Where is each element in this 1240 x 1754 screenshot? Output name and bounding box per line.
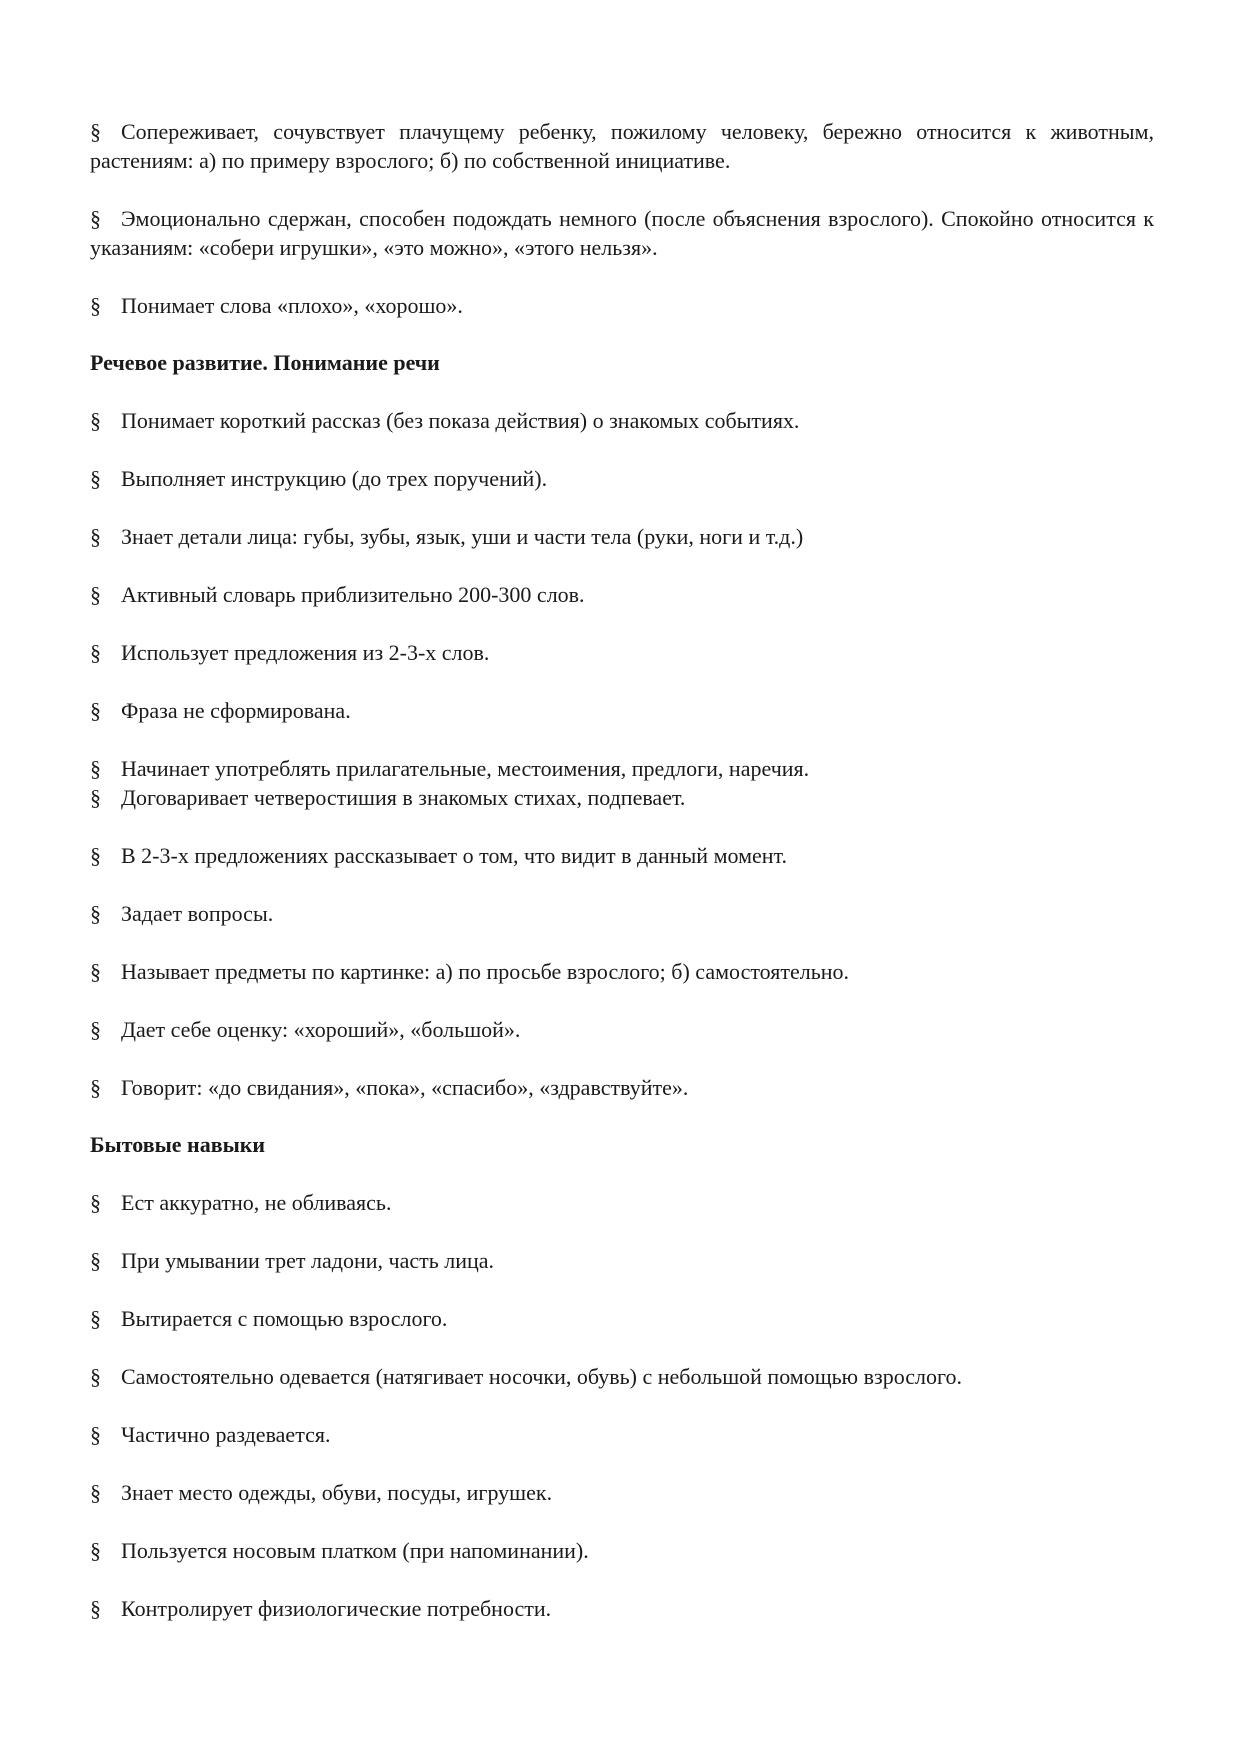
household-item-text: Вытирается с помощью взрослого. (121, 1306, 448, 1331)
speech-list-item (90, 754, 1154, 783)
household-list-item (90, 1362, 1154, 1391)
speech-list-item (90, 783, 1154, 812)
intro-item-text: Понимает слова «плохо», «хорошо». (121, 293, 463, 318)
section-bullet-icon: § (90, 1248, 101, 1273)
section-bullet-icon: § (90, 1480, 101, 1505)
intro-item (90, 204, 1154, 262)
household-list-item (90, 1478, 1154, 1507)
speech-item-text: Понимает короткий рассказ (без показа действия) о знакомых событиях. (121, 408, 800, 433)
speech-item-text: Называет предметы по картинке: а) по просьбе взрослого; б) самостоятельно. (121, 959, 850, 984)
section-bullet-icon: § (90, 408, 101, 433)
household-item-text: Пользуется носовым платком (при напоминании). (121, 1538, 589, 1563)
section-bullet-icon: § (90, 1190, 101, 1215)
household-list-item (90, 1188, 1154, 1217)
section-bullet-icon: § (90, 582, 101, 607)
speech-list-item (90, 899, 1154, 928)
household-list-item (90, 1420, 1154, 1449)
section-bullet-icon: § (90, 293, 101, 318)
section-bullet-icon: § (90, 524, 101, 549)
section-bullet-icon: § (90, 466, 101, 491)
speech-list-item (90, 696, 1154, 725)
speech-item-text: Дает себе оценку: «хороший», «большой». (121, 1017, 521, 1042)
section-bullet-icon: § (90, 698, 101, 723)
document-content (90, 117, 1154, 1623)
intro-item (90, 291, 1154, 320)
speech-list-item (90, 1015, 1154, 1044)
household-item-text: Ест аккуратно, не обливаясь. (121, 1190, 392, 1215)
speech-item-text: Использует предложения из 2-3-х слов. (121, 640, 490, 665)
speech-item-text: Задает вопросы. (121, 901, 274, 926)
section-bullet-icon: § (90, 1306, 101, 1331)
household-list-item (90, 1304, 1154, 1333)
speech-list-item (90, 638, 1154, 667)
section-bullet-icon: § (90, 1075, 101, 1100)
household-list-item (90, 1246, 1154, 1275)
speech-list-item (90, 580, 1154, 609)
speech-list-item (90, 1073, 1154, 1102)
section-bullet-icon: § (90, 1538, 101, 1563)
speech-item-text: Начинает употреблять прилагательные, местоимения, предлоги, наречия. (121, 756, 810, 781)
household-list-item (90, 1594, 1154, 1623)
section-bullet-icon: § (90, 785, 101, 810)
speech-section-heading: Речевое развитие. Понимание речи (90, 350, 440, 375)
section-bullet-icon: § (90, 640, 101, 665)
section-bullet-icon: § (90, 901, 101, 926)
intro-item (90, 117, 1154, 175)
speech-list-item (90, 957, 1154, 986)
section-bullet-icon: § (90, 1017, 101, 1042)
section-bullet-icon: § (90, 756, 101, 781)
household-item-text: При умывании трет ладони, часть лица. (121, 1248, 495, 1273)
household-item-text: Знает место одежды, обуви, посуды, игрушек. (121, 1480, 553, 1505)
household-section-heading: Бытовые навыки (90, 1132, 266, 1157)
household-item-text: Контролирует физиологические потребности. (121, 1596, 552, 1621)
speech-list-item (90, 464, 1154, 493)
speech-item-text: Фраза не сформирована. (121, 698, 351, 723)
speech-item-text: Выполняет инструкцию (до трех поручений). (121, 466, 548, 491)
section-bullet-icon: § (90, 119, 101, 144)
speech-list-item (90, 406, 1154, 435)
section-bullet-icon: § (90, 959, 101, 984)
speech-list-item (90, 841, 1154, 870)
household-item-text: Частично раздевается. (121, 1422, 331, 1447)
speech-item-text: Говорит: «до свидания», «пока», «спасибо», «здравствуйте». (121, 1075, 689, 1100)
household-list-item (90, 1536, 1154, 1565)
section-bullet-icon: § (90, 1364, 101, 1389)
section-bullet-icon: § (90, 1596, 101, 1621)
section-bullet-icon: § (90, 843, 101, 868)
speech-list-item (90, 522, 1154, 551)
speech-item-text: Договаривает четверостишия в знакомых стихах, подпевает. (121, 785, 686, 810)
speech-item-text: Знает детали лица: губы, зубы, язык, уши и части тела (руки, ноги и т.д.) (121, 524, 804, 549)
intro-item-text: Эмоционально сдержан, способен подождать немного (после объяснения взрослого). Спокойно относится к указаниям: «собери игрушки», «это можно», «этого нельзя». (90, 206, 1154, 260)
intro-item-text: Сопереживает, сочувствует плачущему ребенку, пожилому человеку, бережно относится к животным, растениям: а) по примеру взрослого; б) по собственной инициативе. (90, 119, 1154, 173)
section-bullet-icon: § (90, 1422, 101, 1447)
section-bullet-icon: § (90, 206, 101, 231)
household-item-text: Самостоятельно одевается (натягивает носочки, обувь) с небольшой помощью взрослого. (121, 1364, 962, 1389)
speech-item-text: В 2-3-х предложениях рассказывает о том, что видит в данный момент. (121, 843, 787, 868)
speech-item-text: Активный словарь приблизительно 200-300 слов. (121, 582, 585, 607)
